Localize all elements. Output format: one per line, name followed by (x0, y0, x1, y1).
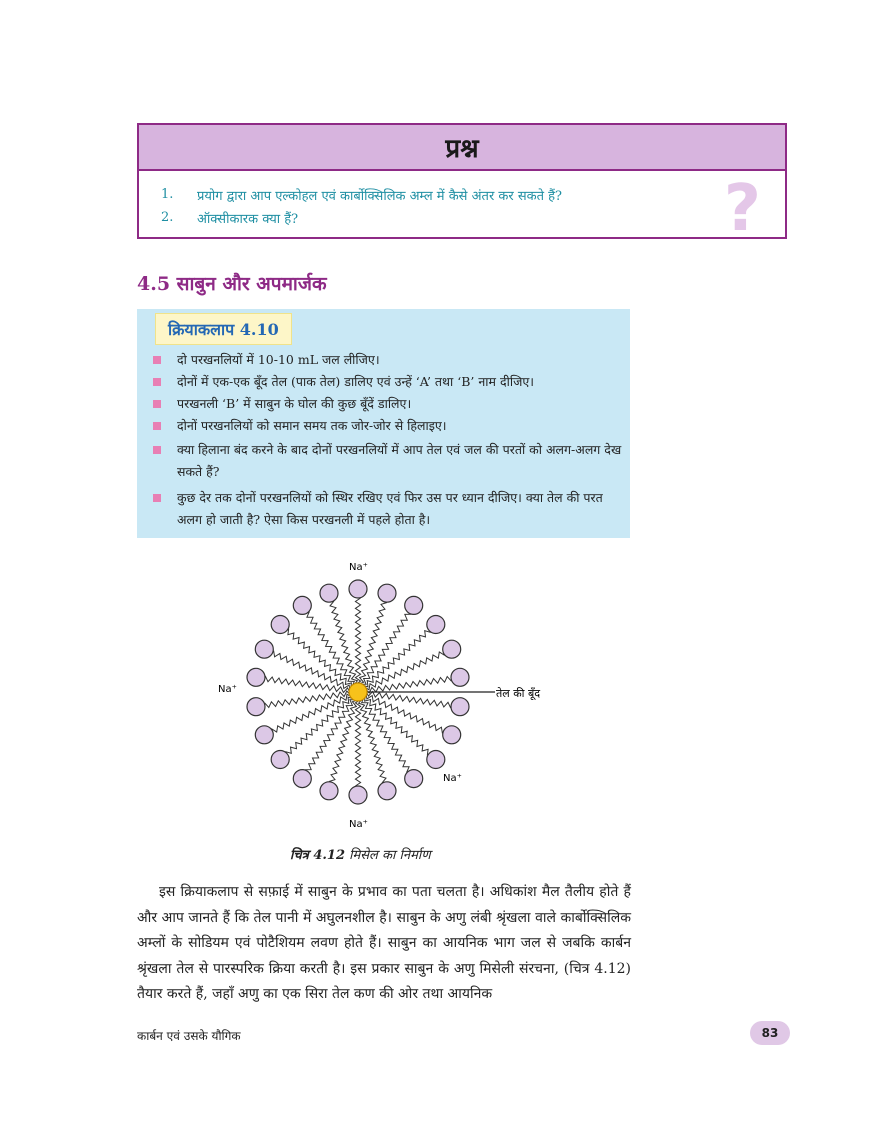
na-label-bottom: Na⁺ (349, 819, 368, 830)
ionic-head (255, 640, 273, 658)
questions-list (161, 183, 562, 229)
na-label-left: Na⁺ (218, 684, 237, 695)
hydrocarbon-chain (265, 676, 354, 694)
activity-item: क्या हिलाना बंद करने के बाद दोनों परखनलियों में आप तेल एवं जल की परतों को अलग-अलग देख सकते हैं? (153, 439, 623, 483)
ionic-head (443, 640, 461, 658)
activity-label: क्रियाकलाप 4.10 (155, 313, 292, 345)
bullet-icon (153, 400, 161, 408)
question-item (161, 206, 562, 229)
bullet-icon (153, 356, 161, 364)
ionic-head (293, 596, 311, 614)
ionic-head (271, 751, 289, 769)
bullet-icon (153, 494, 161, 502)
ionic-head (247, 698, 265, 716)
ionic-head (349, 786, 367, 804)
question-number: 1. (161, 187, 174, 202)
ionic-head (443, 726, 461, 744)
activity-item: दोनों परखनलियों को समान समय तक जोर-जोर से हिलाइए। (153, 415, 623, 437)
na-label-top: Na⁺ (349, 562, 368, 573)
activity-item: कुछ देर तक दोनों परखनलियों को स्थिर रखिए एवं फिर उस पर ध्यान दीजिए। क्या तेल की परत अलग हो जाती है? ऐसा किस परखनली में पहले होता है। (153, 487, 623, 531)
activity-item: परखनली ‘B’ में साबुन के घोल की कुछ बूँदें डालिए। (153, 393, 623, 415)
ionic-head (320, 782, 338, 800)
chapter-footer: कार्बन एवं उसके यौगिक (137, 1029, 241, 1043)
questions-title: प्रश्न (139, 125, 785, 171)
na-label-right: Na⁺ (443, 773, 462, 784)
ionic-head (378, 782, 396, 800)
section-title: 4.5 साबुन और अपमार्जक (137, 273, 327, 295)
ionic-head (405, 770, 423, 788)
bullet-icon (153, 378, 161, 386)
hydrocarbon-chain (307, 612, 358, 688)
figure-title: मिसेल का निर्माण (345, 848, 431, 863)
micelle-diagram (200, 555, 560, 835)
ionic-head (320, 584, 338, 602)
activity-list (153, 349, 623, 531)
ionic-head (427, 616, 445, 634)
hydrocarbon-chain (358, 697, 409, 773)
ionic-head (271, 616, 289, 634)
bullet-icon (153, 446, 161, 454)
hydrocarbon-chain (362, 691, 451, 709)
oil-drop (349, 683, 367, 701)
hydrocarbon-chain (305, 694, 356, 770)
questions-box (137, 123, 787, 246)
ionic-head (378, 584, 396, 602)
activity-item: दो परखनलियों में 10-10 mL जल लीजिए। (153, 349, 623, 371)
bullet-icon (153, 422, 161, 430)
activity-box (137, 309, 630, 538)
question-item (161, 183, 562, 206)
ionic-head (427, 751, 445, 769)
page-number: 83 (750, 1021, 790, 1045)
ionic-head (451, 698, 469, 716)
figure-number: चित्र 4.12 (290, 848, 345, 863)
ionic-head (349, 580, 367, 598)
hydrocarbon-chain (360, 614, 411, 690)
hydrocarbon-chain (355, 598, 360, 688)
question-mark-icon: ? (723, 172, 761, 246)
oil-drop-label: तेल की बूँद (496, 687, 541, 700)
body-paragraph: इस क्रियाकलाप से सफ़ाई में साबुन के प्रभाव का पता चलता है। अधिकांश मैल तैलीय होते हैं और आप जानते हैं कि तेल पानी में अघुलनशील है। साबुन के अणु लंबी श्रृंखला वाले कार्बोक्सिलिक अम्लों के सोडियम एवं पोटैशियम लवण होते हैं। साबुन का आयनिक भाग जल से जबकि कार्बन श्रृंखला तेल से पारस्परिक क्रिया करती है। इस प्रकार साबुन के अणु मिसेली संरचना, (चित्र 4.12) तैयार करते हैं, जहाँ अणु का एक सिरा तेल कण की ओर तथा आयनिक (137, 884, 631, 1002)
ionic-head (293, 770, 311, 788)
hydrocarbon-chain (355, 696, 360, 786)
question-text: ऑक्सीकारक क्या हैं? (197, 211, 299, 227)
question-number: 2. (161, 210, 174, 225)
ionic-head (451, 668, 469, 686)
activity-item: दोनों में एक-एक बूँद तेल (पाक तेल) डालिए एवं उन्हें ‘A’ तथा ‘B’ नाम दीजिए। (153, 371, 623, 393)
ionic-head (255, 726, 273, 744)
figure-caption (290, 845, 431, 863)
ionic-head (405, 596, 423, 614)
question-text: प्रयोग द्वारा आप एल्कोहल एवं कार्बोक्सिलिक अम्ल में कैसे अंतर कर सकते हैं? (197, 188, 563, 204)
ionic-head (247, 668, 265, 686)
